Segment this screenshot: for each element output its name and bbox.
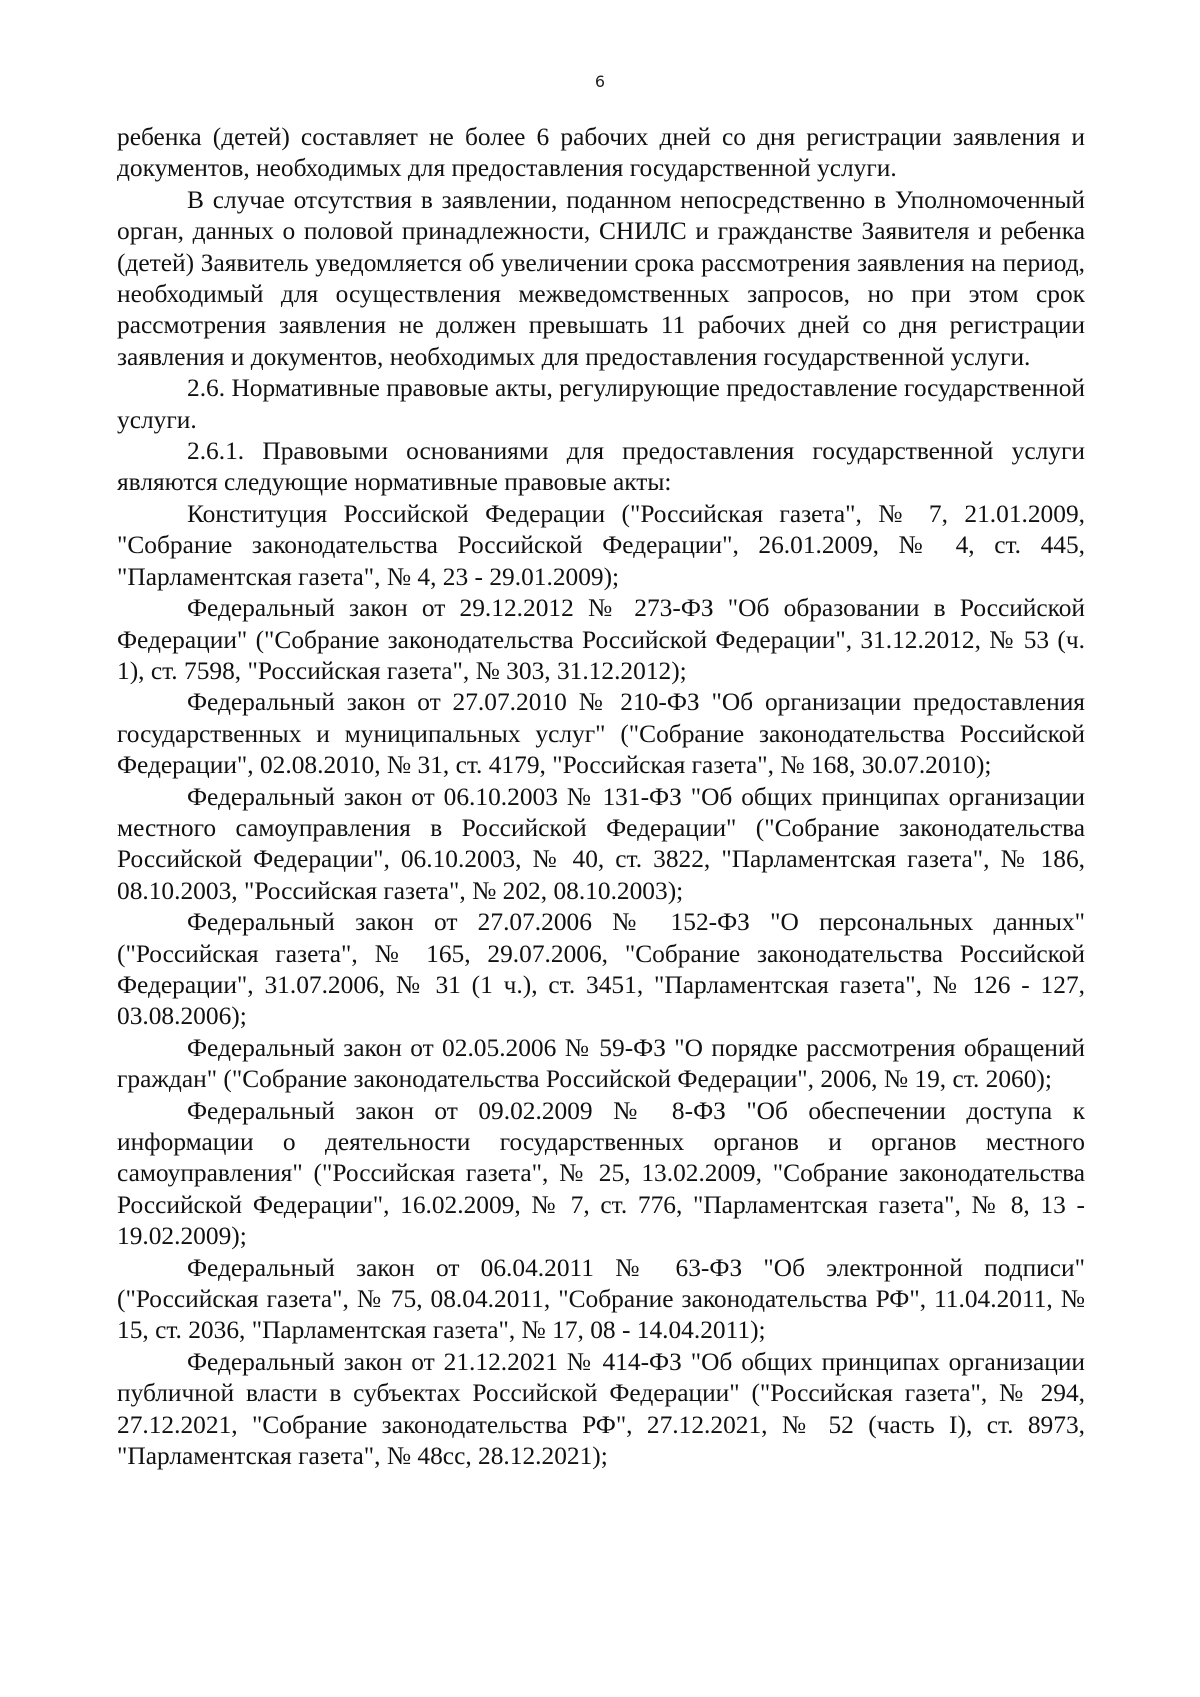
paragraph-2-6-1: 2.6.1. Правовыми основаниями для предоставления государственной услуги являются следующие нормативные правовые акты: xyxy=(117,437,1085,497)
law-item-63-fz: Федеральный закон от 06.04.2011 № 63-ФЗ "Об электронной подписи" ("Российская газета", № 75, 08.04.2011, "Собрание законодательства РФ", 11.04.2011, № 15, ст. 2036, "Парламентская газета", № 17, 08 - 14.04.2011); xyxy=(117,1253,1085,1345)
law-item-210-fz: Федеральный закон от 27.07.2010 № 210-ФЗ "Об организации предоставления государственных и муниципальных услуг" ("Собрание законодательства Российской Федерации", 02.08.2010, № 31, ст. 4179, "Российская газета", № 168, 30.07.2010); xyxy=(117,688,1085,780)
page-number: 6 xyxy=(594,72,606,91)
section-heading-2-6: 2.6. Нормативные правовые акты, регулирующие предоставление государственной услуги. xyxy=(117,374,1085,434)
law-item-152-fz: Федеральный закон от 27.07.2006 № 152-ФЗ "О персональных данных" ("Российская газета", № 165, 29.07.2006, "Собрание законодательства Российской Федерации", 31.07.2006, № 31 (1 ч.), ст. 3451, "Парламентская газета", № 126 - 127, 03.08.2006); xyxy=(117,908,1085,1031)
paragraph-continuation: ребенка (детей) составляет не более 6 рабочих дней со дня регистрации заявления и документов, необходимых для предоставления государственной услуги. xyxy=(117,123,1085,183)
document-body xyxy=(117,122,1085,1472)
law-item-131-fz: Федеральный закон от 06.10.2003 № 131-ФЗ "Об общих принципах организации местного самоуправления в Российской Федерации" ("Собрание законодательства Российской Федерации", 06.10.2003, № 40, ст. 3822, "Парламентская газета", № 186, 08.10.2003, "Российская газета", № 202, 08.10.2003); xyxy=(117,782,1085,905)
paragraph-snils-notice: В случае отсутствия в заявлении, поданном непосредственно в Уполномоченный орган, данных о половой принадлежности, СНИЛС и гражданстве Заявителя и ребенка (детей) Заявитель уведомляется об увеличении срока рассмотрения заявления на период, необходимый для осуществления межведомственных запросов, но при этом срок рассмотрения заявления не должен превышать 11 рабочих дней со дня регистрации заявления и документов, необходимых для предоставления государственной услуги. xyxy=(117,185,1085,371)
law-item-59-fz: Федеральный закон от 02.05.2006 № 59-ФЗ "О порядке рассмотрения обращений граждан" ("Собрание законодательства Российской Федерации", 2006, № 19, ст. 2060); xyxy=(117,1033,1085,1094)
law-item-414-fz: Федеральный закон от 21.12.2021 № 414-ФЗ "Об общих принципах организации публичной власти в субъектах Российской Федерации" ("Российская газета", № 294, 27.12.2021, "Собрание законодательства РФ", 27.12.2021, № 52 (часть I), ст. 8973, "Парламентская газета", № 48сс, 28.12.2021); xyxy=(117,1347,1085,1471)
law-item-8-fz: Федеральный закон от 09.02.2009 № 8-ФЗ "Об обеспечении доступа к информации о деятельности государственных органов и органов местного самоуправления" ("Российская газета", № 25, 13.02.2009, "Собрание законодательства Российской Федерации", 16.02.2009, № 7, ст. 776, "Парламентская газета", № 8, 13 - 19.02.2009); xyxy=(117,1096,1085,1251)
law-item-273-fz: Федеральный закон от 29.12.2012 № 273-ФЗ "Об образовании в Российской Федерации" ("Собрание законодательства Российской Федерации", 31.12.2012, № 53 (ч. 1), ст. 7598, "Российская газета", № 303, 31.12.2012); xyxy=(117,594,1085,685)
law-item-constitution: Конституция Российской Федерации ("Российская газета", № 7, 21.01.2009, "Собрание законодательства Российской Федерации", 26.01.2009, № 4, ст. 445, "Парламентская газета", № 4, 23 - 29.01.2009); xyxy=(117,499,1085,591)
